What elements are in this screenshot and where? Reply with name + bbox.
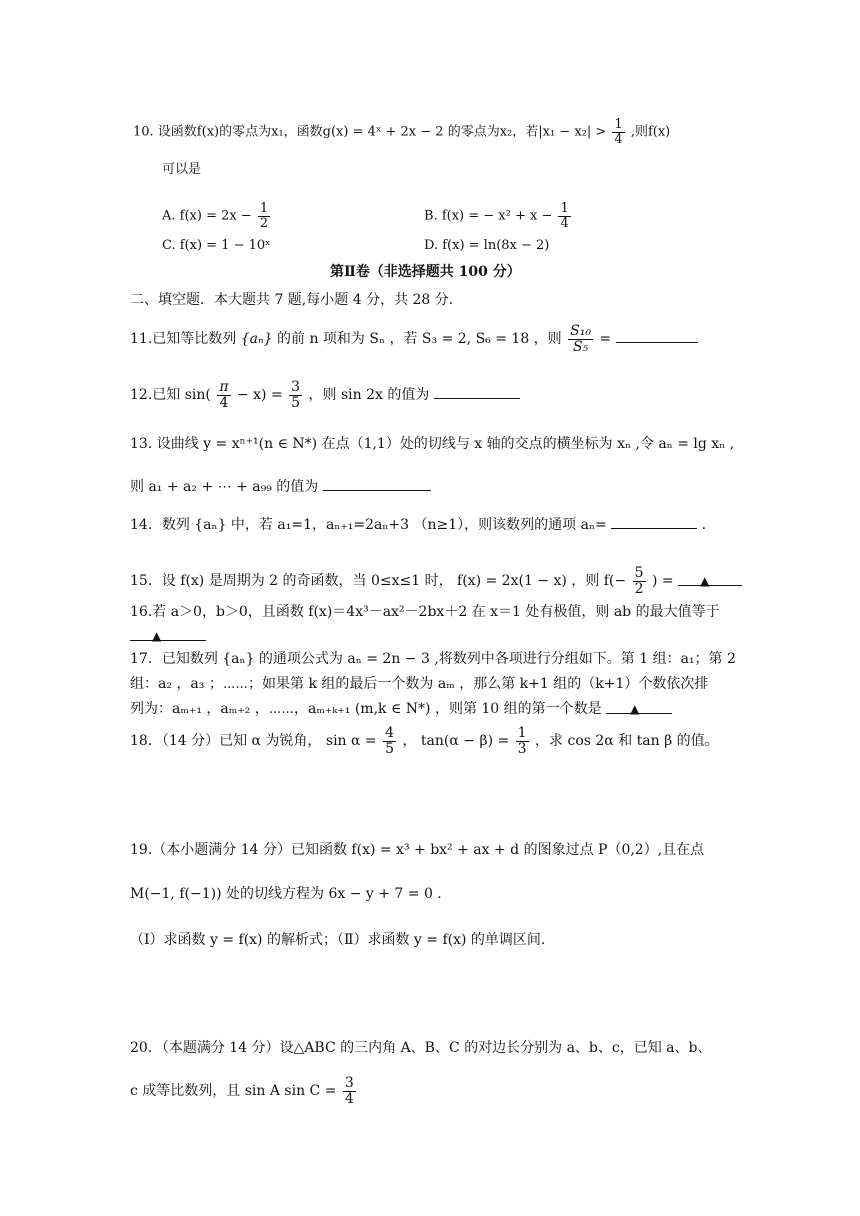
section-instructions: 二、填空题．本大题共 7 题,每小题 4 分，共 28 分． <box>130 292 463 308</box>
q11: 11.已知等比数列 {aₙ} 的前 n 项和为 Sₙ ，若 S₃ = 2, S₆ = 18 ，则 $\frac{\text{S₁₀}}{\text{S₅}}$ = <box>130 324 698 354</box>
answer-blank[interactable] <box>323 478 431 491</box>
q16-line1: 16.若 a＞0，b＞0，且函数 f(x)＝4x³－ax²－2bx＋2 在 x＝1 处有极值，则 ab 的最大值等于 <box>130 604 720 620</box>
q10-option-a: A. f(x) = 2x − $\frac{1}{2}$ <box>162 201 269 231</box>
q17-line3: 列为：aₘ₊₁ ，aₘ₊₂ ，⋯⋯，aₘ₊ₖ₊₁ (m,k ∈ N*) ，则第 10 组的第一个数是 ▲ <box>130 701 672 718</box>
q10-option-c: C. f(x) = 1 − 10ˣ <box>162 238 271 253</box>
q12: 12.已知 sin( $\frac{\pi}{4}$ − x) = $\frac{3}{5}$ ，则 sin 2x 的值为 <box>130 380 520 410</box>
q17-line2: 组：a₂ ，a₃ ；⋯⋯；如果第 k 组的最后一个数为 aₘ ，那么第 k+1 组的（k+1）个数依次排 <box>130 676 709 692</box>
triangle-icon: ▲ <box>152 629 162 643</box>
q19-line3: （Ⅰ）求函数 y = f(x) 的解析式；（Ⅱ）求函数 y = f(x) 的单调区间. <box>130 932 546 948</box>
q10-option-d: D. f(x) = ln(8x − 2) <box>424 238 550 253</box>
q10-line1 <box>133 118 670 146</box>
section-title: 第Ⅱ卷（非选择题共 100 分） <box>330 264 521 280</box>
answer-blank[interactable] <box>616 330 698 343</box>
triangle-icon: ▲ <box>700 574 710 589</box>
q10-fraction: $\frac{1}{4}$ <box>614 117 623 147</box>
answer-blank[interactable] <box>606 701 672 714</box>
answer-blank[interactable] <box>678 573 742 589</box>
q10-tail: ,则f(x) <box>630 124 671 140</box>
q16-line2 <box>130 628 206 645</box>
q20-line2: c 成等比数列，且 sin A sin C = $\frac{3}{4}$ <box>130 1075 354 1107</box>
q13-line1: 13. 设曲线 y = xⁿ⁺¹(n ∈ N*) 在点（1,1）处的切线与 x 轴的交点的横坐标为 xₙ ,令 aₙ = lg xₙ , <box>130 436 735 452</box>
q14: 14．数列 {aₙ} 中，若 a₁=1，aₙ₊₁=2aₙ+3 （n≥1），则该数列的通项 aₙ= . <box>130 517 707 533</box>
q19-line2: M(−1, f(−1)) 处的切线方程为 6x − y + 7 = 0 . <box>130 886 442 902</box>
answer-blank[interactable] <box>434 386 520 399</box>
q18: 18．（14 分）已知 α 为锐角， sin α = $\frac{4}{5}$ ， tan(α − β) = $\frac{1}{3}$ ，求 cos 2α 和 tan β 的值。 <box>130 725 719 757</box>
q10-text: 10. 设函数f(x)的零点为x₁，函数g(x) = 4ˣ + 2x − 2 的零点为x₂，若|x₁ − x₂| > <box>133 124 607 140</box>
answer-blank[interactable] <box>611 516 697 529</box>
triangle-icon: ▲ <box>630 702 640 716</box>
q13-line2: 则 a₁ + a₂ + ⋯ + a₉₉ 的值为 <box>130 478 431 496</box>
q17-line1: 17．已知数列 {aₙ} 的通项公式为 aₙ = 2n − 3 ,将数列中各项进行分组如下。第 1 组：a₁；第 2 <box>130 651 736 667</box>
q10-option-b: B. f(x) = − x² + x − $\frac{1}{4}$ <box>424 201 569 231</box>
answer-blank[interactable] <box>130 628 206 641</box>
q20-line1: 20．（本题满分 14 分）设△ABC 的三内角 A、B、C 的对边长分别为 a、b、c，已知 a、b、 <box>130 1040 712 1056</box>
q15: 15．设 f(x) 是周期为 2 的奇函数，当 0≤x≤1 时， f(x) = 2x(1 − x) ，则 f(− $\frac{5}{2}$ ) = ▲ <box>130 566 742 596</box>
q10-line2: 可以是 <box>162 162 202 177</box>
q19-line1: 19.（本小题满分 14 分）已知函数 f(x) = x³ + bx² + ax + d 的图象过点 P（0,2）,且在点 <box>130 842 705 858</box>
